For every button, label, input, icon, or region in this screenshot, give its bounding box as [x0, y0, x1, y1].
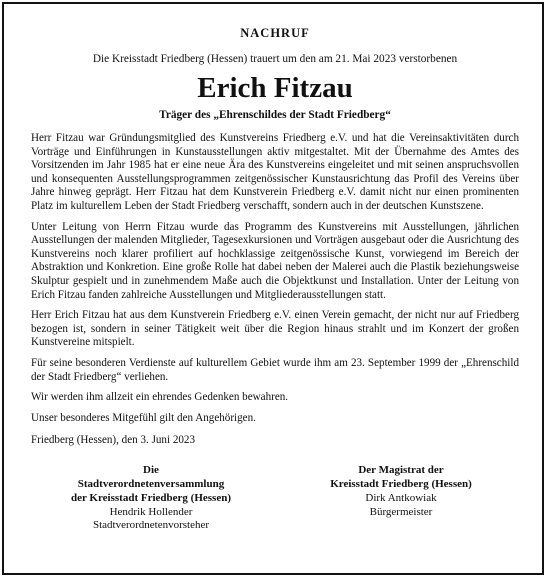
- deceased-name: Erich Fitzau: [197, 72, 353, 104]
- sig-left-line1: Die: [143, 464, 159, 477]
- paragraph: Herr Fitzau war Gründungsmitglied des Kunstvereins Friedberg e.V. und hat die Vereinsaktivitäten durch Vorträge und Einführungen in Kunstausstellungen aktiv mitgestaltet. Mit der Übernahme des Amtes des Vorsitzenden im Jahr 1985 hat er eine neue Ära des Kunstvereins eingeleitet und mit seinen anspruchsvollen und konsequenten Ausstellungsprogrammen zeitgenössischer Kunstausrichtung das Profil des Vereins über Jahre hinweg geprägt. Herr Fitzau hat dem Kunstverein Friedberg e.V. damit nicht nur einen prominenten Platz im kulturellem Leben der Stadt Friedberg verschafft, sondern auch in der deutschen Kunstszene.: [31, 132, 519, 212]
- signature-block: [31, 464, 519, 533]
- sig-left-role: Stadtverordnetenvorsteher: [92, 519, 210, 532]
- signature-right: [291, 464, 511, 533]
- intro-line: Die Kreisstadt Friedberg (Hessen) trauert um den am 21. Mai 2023 verstorbenen: [92, 53, 458, 65]
- notice-heading: NACHRUF: [240, 26, 310, 40]
- sig-right-role: Bürgermeister: [369, 505, 433, 518]
- obituary-body: [31, 132, 519, 425]
- paragraph: Herr Erich Fitzau hat aus dem Kunstverein Friedberg e.V. einen Verein gemacht, der nicht nur auf Friedberg bezogen ist, sondern in seiner Tätigkeit weit über die Region hinaus strahlt und im Konzert der großen Kunstvereine mitspielt.: [31, 309, 519, 349]
- honor-subtitle: Träger des „Ehrenschildes der Stadt Friedberg“: [159, 109, 391, 121]
- paragraph: Unter Leitung von Herrn Fitzau wurde das Programm des Kunstvereins mit Ausstellungen, jährlichen Ausstellungen der malenden Mitglieder, Tagesexkursionen und Vorträgen ausgebaut oder die Ausrichtung des Kunstvereins noch klarer profiliert auf hochklassige zeitgenössische Kunst, vorwiegend im Bereich der Abstraktion und Konkretion. Eine große Rolle hat dabei neben der Malerei auch die Plastik beziehungsweise Skulptur gespielt und in zunehmendem Maße auch die Objektkunst und Installation. Unter der Leitung von Erich Fitzau fanden zahlreiche Ausstellungen und Mitgliederausstellungen statt.: [31, 220, 519, 301]
- place-date: Friedberg (Hessen), den 3. Juni 2023: [31, 434, 196, 447]
- signature-left: [31, 464, 271, 533]
- sig-left-person: Hendrik Hollender: [109, 505, 193, 518]
- sig-right-person: Dirk Antkowiak: [365, 491, 437, 504]
- sig-right-line1: Der Magistrat der: [358, 464, 444, 477]
- sig-left-line3: der Kreisstadt Friedberg (Hessen): [71, 491, 231, 504]
- paragraph: Wir werden ihm allzeit ein ehrendes Gedenken bewahren.: [31, 391, 289, 404]
- paragraph: Unser besonderes Mitgefühl gilt den Angehörigen.: [31, 411, 256, 424]
- paragraph: Für seine besonderen Verdienste auf kulturellem Gebiet wurde ihm am 23. September 1999 der „Ehrenschild der Stadt Friedberg“ verliehen.: [31, 356, 519, 383]
- sig-left-line2: Stadtverordnetenversammlung: [77, 478, 225, 491]
- obituary-content: [31, 12, 519, 533]
- sig-right-line2: Kreisstadt Friedberg (Hessen): [330, 478, 472, 491]
